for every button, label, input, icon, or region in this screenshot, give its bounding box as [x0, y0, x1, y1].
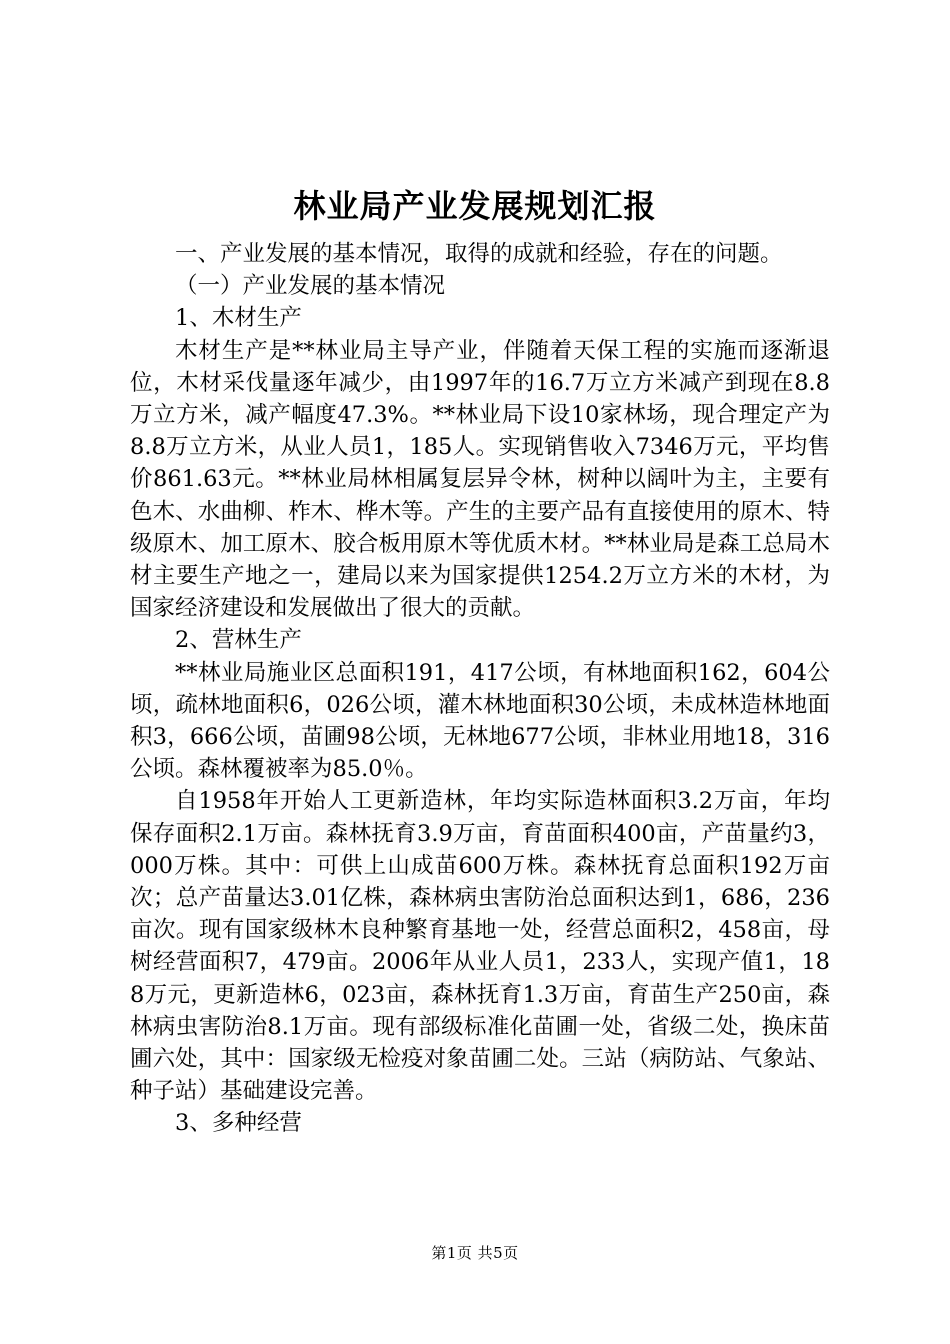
page-footer: 第1页 共5页 [431, 1244, 519, 1262]
document-title: 林业局产业发展规划汇报 [293, 187, 657, 225]
paragraph-timber: 木材生产是**林业局主导产业，伴随着天保工程的实施而逐渐退位，木材采伐量逐年减少，由1997年的16.7万立方米减产到现在8.8万立方米，减产幅度47.3%。**林业局下设10家林场，现合理定产为8.8万立方米，从业人员1，185人。实现销售收入7346万元，平均售价861.63元。**林业局林相属复层异令林，树种以阔叶为主，主要有色木、水曲柳、柞木、桦木等。产生的主要产品有直接使用的原木、特级原木、加工原木、胶合板用原木等优质木材。**林业局是森工总局木材主要生产地之一，建局以来为国家提供1254.2万立方米的木材，为国家经济建设和发展做出了很大的贡献。 [130, 337, 830, 622]
item-heading-forestry: 2、营林生产 [175, 627, 302, 654]
subsection-heading-1: （一）产业发展的基本情况 [175, 273, 446, 300]
paragraph-afforestation: 自1958年开始人工更新造林，年均实际造林面积3.2万亩，年均保存面积2.1万亩。森林抚育3.9万亩，育苗面积400亩，产苗量约3，000万株。其中：可供上山成苗600万株。森林抚育总面积192万亩次；总产苗量达3.01亿株，森林病虫害防治总面积达到1，686，236亩次。现有国家级林木良种繁育基地一处，经营总面积2，458亩，母树经营面积7，479亩。2006年从业人员1，233人，实现产值1，188万元，更新造林6，023亩，森林抚育1.3万亩，育苗生产250亩，森林病虫害防治8.1万亩。现有部级标准化苗圃一处，省级二处，换床苗圃六处，其中：国家级无检疫对象苗圃二处。三站（病防站、气象站、种子站）基础建设完善。 [130, 788, 830, 1105]
section-heading-1: 一、产业发展的基本情况，取得的成就和经验，存在的问题。 [175, 241, 783, 267]
document-body [130, 238, 830, 1140]
item-heading-timber: 1、木材生产 [175, 305, 302, 332]
paragraph-area: **林业局施业区总面积191，417公顷，有林地面积162，604公顷，疏林地面积6，026公顷，灌木林地面积30公顷，未成林造林地面积3，666公顷，苗圃98公顷，无林地677公顷，非林业用地18，316公顷。森林覆被率为85.0％。 [130, 659, 830, 783]
item-heading-diversified: 3、多种经营 [175, 1110, 302, 1137]
